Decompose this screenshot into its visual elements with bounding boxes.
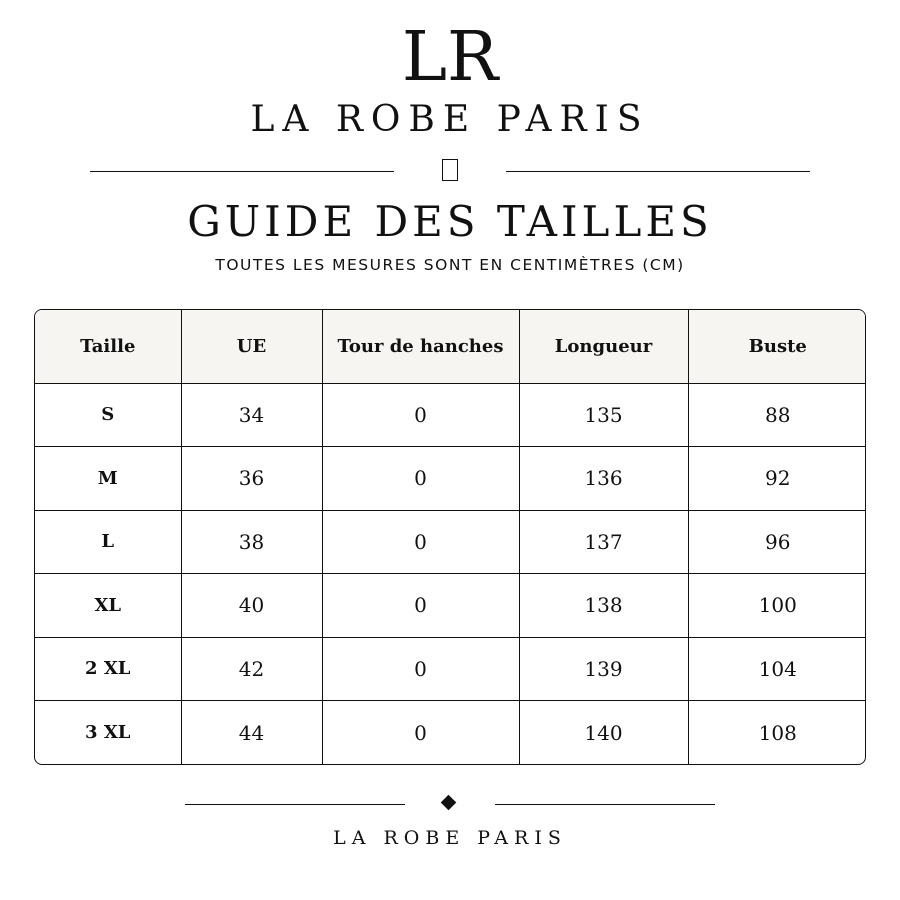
header-divider [90, 157, 810, 187]
hips-cell: 0 [322, 574, 519, 638]
table-row [35, 447, 866, 511]
ue-cell: 34 [181, 383, 322, 447]
column-header-tour-de-hanches: Tour de hanches [322, 310, 519, 383]
size-cell: 2 XL [35, 637, 181, 701]
page-subtitle: TOUTES LES MESURES SONT EN CENTIMÈTRES (CM) [215, 256, 685, 274]
hips-cell: 0 [322, 447, 519, 511]
bust-cell: 96 [688, 510, 866, 574]
size-cell: L [35, 510, 181, 574]
ue-cell: 44 [181, 701, 322, 765]
column-header-buste: Buste [688, 310, 866, 383]
bust-cell: 104 [688, 637, 866, 701]
divider-line-left [185, 804, 405, 805]
missing-glyph-icon [442, 159, 458, 181]
divider-line-left [90, 171, 394, 172]
ue-cell: 38 [181, 510, 322, 574]
size-cell: S [35, 383, 181, 447]
brand-logo: LR [401, 18, 499, 97]
length-cell: 140 [519, 701, 688, 765]
footer-divider [185, 794, 715, 814]
table-row [35, 637, 866, 701]
size-guide-table [34, 309, 866, 765]
divider-line-right [506, 171, 810, 172]
brand-name: LA ROBE PARIS [250, 99, 650, 140]
hips-cell: 0 [322, 383, 519, 447]
length-cell: 139 [519, 637, 688, 701]
length-cell: 137 [519, 510, 688, 574]
table-row [35, 383, 866, 447]
table-row [35, 701, 866, 765]
hips-cell: 0 [322, 701, 519, 765]
column-header-ue: UE [181, 310, 322, 383]
table-row [35, 574, 866, 638]
ue-cell: 42 [181, 637, 322, 701]
size-cell: XL [35, 574, 181, 638]
diamond-icon [441, 795, 457, 811]
divider-line-right [495, 804, 715, 805]
size-cell: 3 XL [35, 701, 181, 765]
hips-cell: 0 [322, 510, 519, 574]
column-header-taille: Taille [35, 310, 181, 383]
page-title: GUIDE DES TAILLES [187, 197, 713, 246]
bust-cell: 88 [688, 383, 866, 447]
footer-brand-name: LA ROBE PARIS [333, 827, 567, 849]
bust-cell: 92 [688, 447, 866, 511]
size-cell: M [35, 447, 181, 511]
table-row [35, 510, 866, 574]
table-header-row [35, 310, 866, 383]
hips-cell: 0 [322, 637, 519, 701]
bust-cell: 108 [758, 720, 797, 745]
length-cell: 138 [519, 574, 688, 638]
column-header-longueur: Longueur [519, 310, 688, 383]
ue-cell: 40 [181, 574, 322, 638]
length-cell: 135 [519, 383, 688, 447]
ue-cell: 36 [181, 447, 322, 511]
bust-cell: 100 [688, 574, 866, 638]
length-cell: 136 [519, 447, 688, 511]
